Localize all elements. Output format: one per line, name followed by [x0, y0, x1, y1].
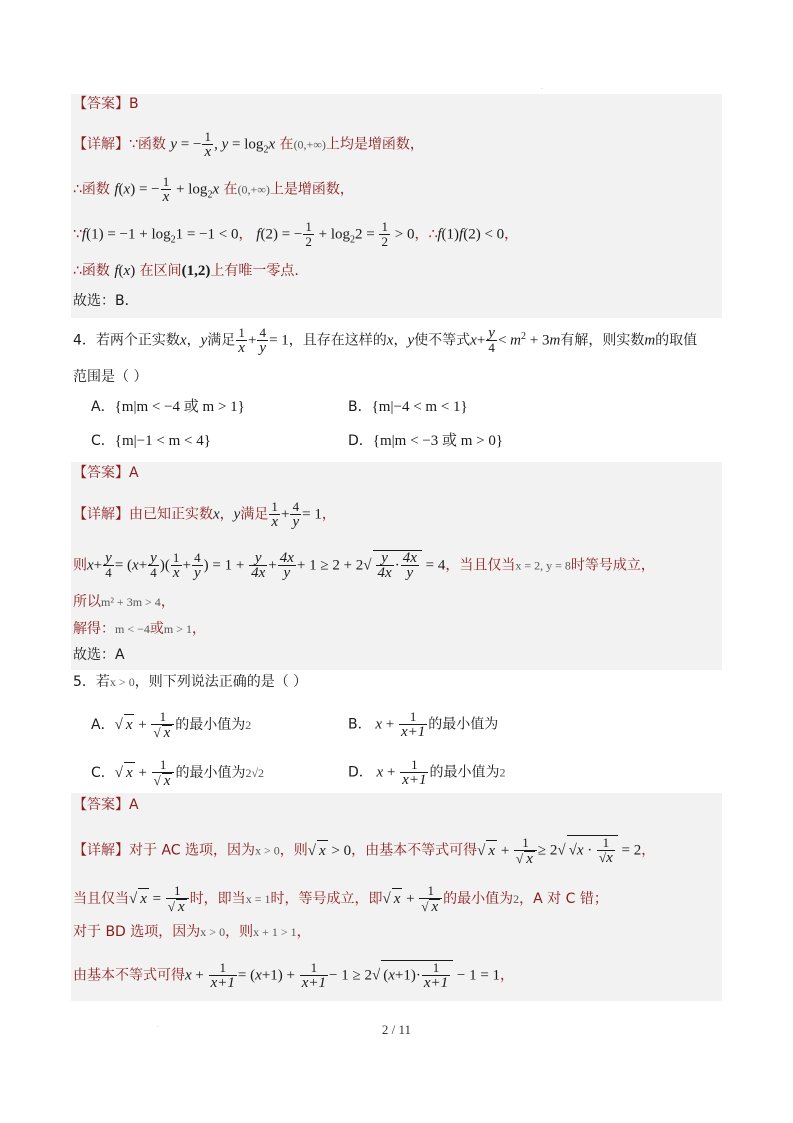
- q4-stem-line-2: [73, 367, 147, 387]
- detail-text: 由基本不等式可得: [73, 967, 185, 984]
- detail-text: 由已知正实数: [129, 506, 213, 523]
- inequality: m < −4: [115, 622, 150, 636]
- answer-tag: 【答案】: [73, 797, 129, 813]
- detail-text: ，: [296, 924, 311, 940]
- detail-text: 在区间: [135, 263, 182, 279]
- option-label: D．: [348, 433, 373, 449]
- detail-text: 上是增函数，: [269, 181, 354, 198]
- detail-text: 时等号成立，: [570, 557, 655, 574]
- option-text: {m|m < −3 或 m > 0}: [372, 433, 504, 449]
- stem-text: 5．若: [73, 674, 110, 690]
- q4-detail-line-1: 【详解】由已知正实数x，y满足 $\frac{1}{x}$ + $\frac{4}{y}$ = 1，: [73, 499, 336, 530]
- q3-detail-line-3: ∵f(1) = $-1 + \log_21 = -1 < 0$， f(2) = − $\frac{1}{2}$ + $\log_22$ = $\frac{1}{2}$ > 0，∴f(1)f(2) < 0，: [73, 219, 519, 249]
- detail-text: 在: [275, 136, 294, 153]
- choice-text: 故选：A: [73, 647, 125, 663]
- value: 2: [513, 892, 520, 906]
- answer-value: A: [129, 465, 139, 481]
- q5-detail-line-3: [73, 922, 311, 942]
- q4-option-d[interactable]: [348, 431, 503, 451]
- detail-text: ∴函数: [73, 181, 115, 198]
- stem-text: 使不等式: [414, 332, 471, 349]
- detail-text: ，: [321, 506, 336, 523]
- interval: (0,+∞): [237, 182, 270, 197]
- q4-option-a[interactable]: [91, 397, 245, 417]
- answer-tag: 【答案】: [73, 96, 129, 112]
- option-text: 的最小值为: [428, 716, 499, 733]
- option-text: 的最小值为: [175, 717, 246, 733]
- q3-detail-line-2: ∴函数 f(x) = − $\frac{1}{x}$ + $\log_2x$ 在(0,+∞)上是增函数，: [73, 174, 354, 205]
- stem-text: 满足: [207, 332, 236, 349]
- q5-option-c[interactable]: C．√ x + $\frac{1}{√ x}$ 的最小值为2√2: [91, 757, 265, 789]
- detail-text: ，当且仅当: [445, 557, 516, 574]
- condition: x = 2, y = 8: [515, 558, 571, 573]
- q5-detail-line-1: 【详解】对于 AC 选项，因为x > 0，则√ x > 0，由基本不等式可得√ x + $\frac{1}{√ x}$ ≥ 2√ √x · $\frac{1}{√x}$ = 2，: [73, 834, 656, 867]
- detail-text: 时，等号成立，即: [270, 891, 383, 907]
- stem-text: 范围是（ ）: [73, 369, 148, 385]
- detail-text: 的最小值为: [443, 891, 514, 907]
- detail-tag: 【详解】: [73, 506, 129, 523]
- option-text: 的最小值为: [175, 765, 246, 781]
- q5-detail-line-4: 由基本不等式可得x + $\frac{1}{x+1}$ = (x+1) + $\frac{1}{x+1}$ − 1 ≥ 2√ (x+1)· $\frac{1}{x+1}$ − 1 = 1，: [73, 960, 515, 991]
- detail-text: 上均是增函数，: [325, 136, 424, 153]
- q5-answer-line: [73, 795, 139, 815]
- detail-text: ，: [219, 506, 234, 523]
- condition: x > 0: [255, 843, 280, 858]
- detail-text: 则: [73, 557, 87, 574]
- detail-text: 对于 BD 选项，因为: [73, 924, 201, 940]
- stem-text: 4．若两个正实数: [73, 332, 180, 349]
- inequality: x + 1 > 1: [253, 925, 297, 939]
- stem-text: ，: [393, 332, 408, 349]
- q5-stem-line: [73, 672, 307, 692]
- inequality: m > 1: [163, 622, 192, 636]
- inequality: m² + 3m > 4: [101, 595, 161, 609]
- option-text: {m|−1 < m < 4}: [114, 433, 211, 449]
- stem-text: ，且存在这样的: [288, 332, 387, 349]
- q5-option-a[interactable]: A．√ x + $\frac{1}{√ x}$ 的最小值为2: [91, 709, 252, 741]
- detail-text: ，: [504, 226, 519, 243]
- q3-answer-line: [73, 94, 139, 114]
- q5-option-b[interactable]: B． x + $\frac{1}{x+1}$ 的最小值为: [348, 709, 499, 740]
- q3-choice-line: [73, 291, 139, 311]
- detail-text: 上有唯一零点.: [210, 263, 299, 279]
- stem-text: 有解，则实数: [560, 332, 645, 349]
- option-label: B．: [348, 716, 372, 733]
- detail-tag: 【详解】: [73, 136, 129, 153]
- stem-text: 的取值: [655, 332, 698, 349]
- q4-option-b[interactable]: [348, 397, 468, 417]
- q4-detail-line-3: [73, 592, 175, 612]
- detail-tag: 【详解】: [73, 842, 129, 859]
- q3-detail-line-4: ∴函数 f(x) 在区间(1,2)上有唯一零点.: [73, 263, 299, 279]
- option-label: A．: [91, 717, 115, 733]
- stem-text: ，则下列说法正确的是（ ）: [134, 674, 308, 690]
- detail-text: ，: [191, 621, 206, 637]
- detail-text: ∴函数: [73, 263, 115, 279]
- q4-detail-line-4: [73, 619, 206, 639]
- option-text: {m|−4 < m < 1}: [371, 399, 468, 415]
- detail-text: ，: [500, 967, 515, 984]
- option-value: 2: [499, 765, 506, 780]
- option-text: {m|m < −4 或 m > 1}: [114, 399, 245, 415]
- detail-text: 满足: [240, 506, 269, 523]
- detail-text: 时，即当: [189, 891, 246, 907]
- scan-dot: ·: [541, 86, 543, 93]
- detail-text: ，则: [279, 842, 308, 859]
- scan-dot: ·: [157, 1024, 159, 1031]
- option-label: B．: [348, 399, 372, 415]
- interval: (1,2): [181, 263, 211, 279]
- option-value: 2√2: [245, 766, 265, 780]
- q5-option-d[interactable]: D． x + $\frac{1}{x+1}$ 的最小值为2: [348, 757, 506, 788]
- q4-detail-line-2: 则x+ $\frac{y}{4}$ = (x+ $\frac{y}{4}$ )( $\frac{1}{x}$ + $\frac{4}{y}$ ) = 1 + $\frac{y}{4x}$ + $\frac{4x}{y}$ + 1 ≥ 2 + 2√ $\frac{y}{4x}$ · $\frac{4x}{y}$ = 4，当且仅当x = 2, y = 8时等号成立，: [73, 550, 655, 581]
- q4-stem-line-1: 4．若两个正实数x，y满足 $\frac{1}{x}$ + $\frac{4}{y}$ = 1，且存在这样的x，y使不等式x+ $\frac{y}{4}$ < $m^2 + 3m$有解，则实数m的取值: [73, 325, 698, 356]
- q4-answer-line: [73, 463, 139, 483]
- choice-text: 故选：B．: [73, 293, 139, 309]
- answer-value: A: [129, 797, 139, 813]
- answer-value: B: [129, 96, 139, 112]
- detail-text: 对于 AC 选项，因为: [129, 842, 256, 859]
- option-text: 的最小值为: [429, 764, 500, 781]
- detail-text: ，: [641, 842, 656, 859]
- option-label: D．: [348, 764, 373, 781]
- answer-tag: 【答案】: [73, 465, 129, 481]
- stem-text: ，: [186, 332, 201, 349]
- detail-text: 当且仅当: [73, 891, 129, 907]
- condition: x = 1: [245, 892, 271, 906]
- detail-text: ∵: [73, 226, 82, 243]
- detail-text: ，则: [225, 924, 254, 940]
- q5-detail-line-2: 当且仅当√ x = $\frac{1}{√ x}$ 时，即当x = 1时，等号成立，即√ x + $\frac{1}{√ x}$ 的最小值为2，A 对 C 错；: [73, 883, 608, 915]
- detail-text: 所以: [73, 594, 101, 610]
- detail-text: 或: [149, 621, 164, 637]
- detail-text: ，: [160, 594, 175, 610]
- option-label: C．: [91, 433, 115, 449]
- option-value: 2: [245, 718, 252, 732]
- condition: x > 0: [109, 675, 135, 689]
- detail-text: ，: [238, 226, 253, 243]
- condition: x > 0: [200, 925, 226, 939]
- option-label: C．: [91, 765, 115, 781]
- detail-text: 解得：: [73, 621, 115, 637]
- answer-block-q3: [71, 94, 722, 318]
- page-number: 2 / 11: [381, 1022, 412, 1037]
- detail-text: ，∴: [414, 226, 438, 243]
- interval: (0,+∞): [293, 137, 326, 152]
- detail-text: ，由基本不等式可得: [351, 842, 478, 859]
- q4-option-c[interactable]: [91, 431, 211, 451]
- detail-text: ，A 对 C 错；: [519, 891, 608, 907]
- detail-text: 在: [219, 181, 238, 198]
- detail-text: ∵函数: [129, 136, 171, 153]
- q4-choice-line: [73, 645, 125, 665]
- option-label: A．: [91, 399, 115, 415]
- q3-detail-line-1: 【详解】∵函数 y = − $\frac{1}{x}$ , $y = \log_2x$ 在(0,+∞)上均是增函数，: [73, 129, 424, 160]
